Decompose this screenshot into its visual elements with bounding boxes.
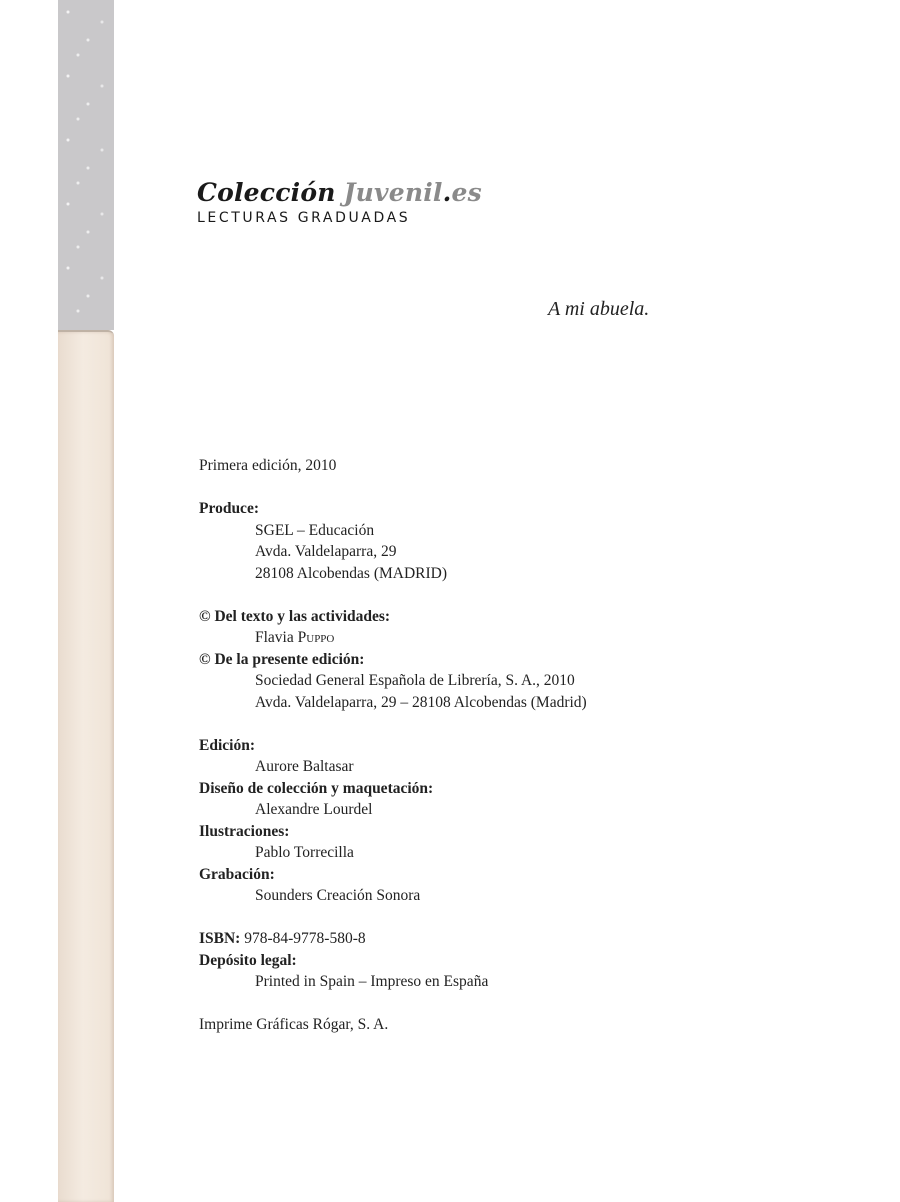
logo-word-es: es [451, 178, 482, 207]
produce-line: 28108 Alcobendas (MADRID) [255, 564, 448, 582]
copyright-text-label: © Del texto y las actividades: [199, 607, 391, 625]
staff-label: Diseño de colección y maquetación: [199, 779, 434, 797]
logo-dot: . [442, 178, 452, 207]
author-last-name: Puppo [297, 629, 335, 646]
dedication: A mi abuela. [548, 298, 650, 320]
produce-line: SGEL – Educación [255, 521, 375, 539]
isbn-line [199, 928, 759, 950]
staff-value: Sounders Creación Sonora [255, 887, 421, 904]
band-paper-texture [58, 330, 114, 1202]
copyright-edition-label: © De la presente edición: [199, 650, 365, 668]
collection-subtitle: LECTURAS GRADUADAS [197, 210, 411, 226]
credits-block [199, 455, 759, 1036]
staff-label: Grabación: [199, 865, 275, 883]
printer-line: Imprime Gráficas Rógar, S. A. [199, 1016, 389, 1033]
isbn-label: ISBN: [199, 930, 241, 947]
edition-line: Primera edición, 2010 [199, 457, 337, 474]
staff-value: Aurore Baltasar [255, 758, 354, 775]
copyright-edition-line: Avda. Valdelaparra, 29 – 28108 Alcobendas (Madrid) [255, 693, 587, 711]
staff-label: Ilustraciones: [199, 822, 290, 840]
produce-line: Avda. Valdelaparra, 29 [255, 543, 397, 560]
staff-value: Pablo Torrecilla [255, 844, 354, 861]
logo-word-coleccion: Colección [197, 178, 336, 207]
deposito-label: Depósito legal: [199, 951, 297, 969]
logo-word-juvenil: Juvenil [343, 178, 443, 207]
collection-logo [197, 178, 482, 208]
author-first-name: Flavia [255, 629, 294, 646]
staff-value: Alexandre Lourdel [255, 801, 373, 818]
copyright-text-author [199, 627, 759, 649]
left-decorative-band [58, 0, 114, 1200]
deposito-value: Printed in Spain – Impreso en España [255, 973, 489, 990]
staff-label: Edición: [199, 736, 255, 754]
isbn-value: 978-84-9778-580-8 [244, 930, 366, 947]
produce-label: Produce: [199, 500, 259, 517]
copyright-edition-line: Sociedad General Española de Librería, S. A., 2010 [255, 672, 575, 689]
band-gray-texture [58, 0, 114, 330]
collection-header [197, 178, 482, 226]
